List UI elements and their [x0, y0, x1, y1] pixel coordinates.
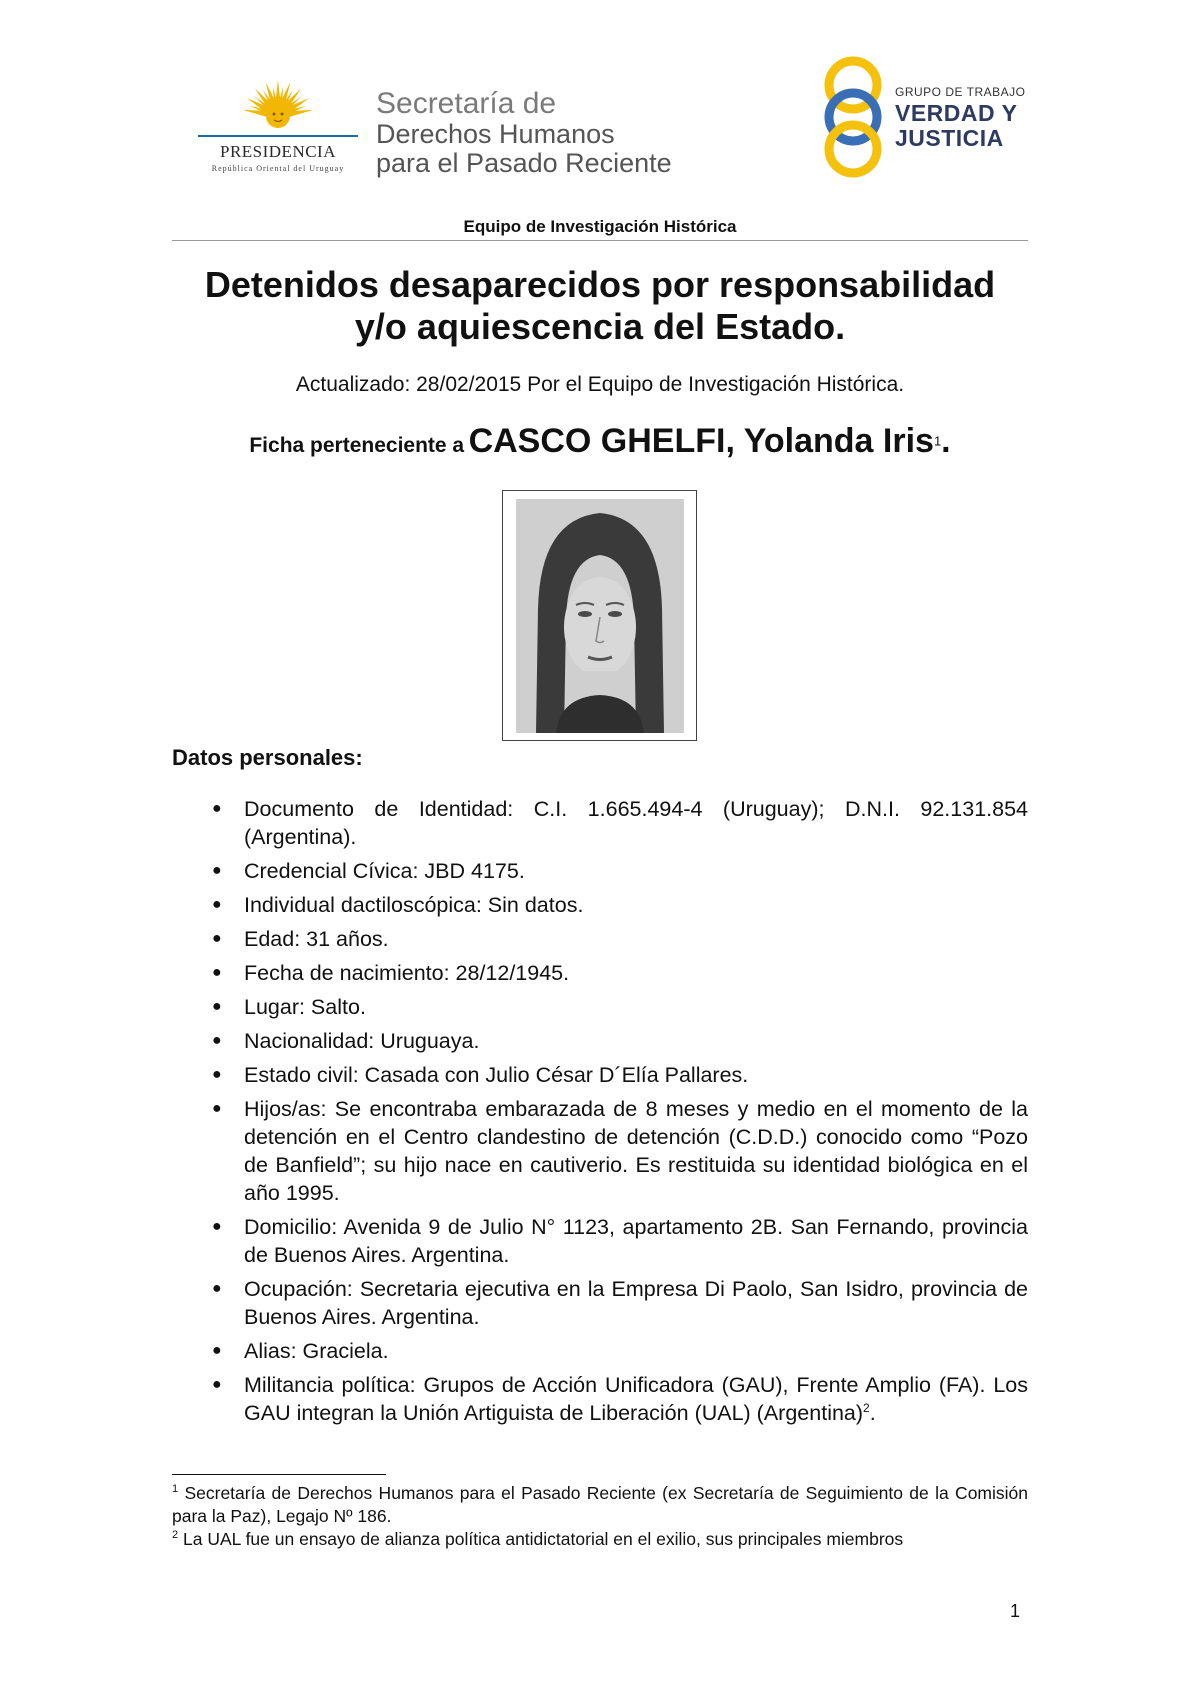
footnote-number: 1 — [172, 1483, 179, 1496]
section-title: Datos personales: — [172, 745, 363, 770]
footnote-number: 2 — [172, 1529, 179, 1542]
list-item — [172, 959, 1028, 987]
gtvj-line-1: GRUPO DE TRABAJO — [895, 85, 1026, 99]
list-item — [172, 795, 1028, 851]
presidencia-logo — [198, 78, 358, 178]
title-line-1: Detenidos desaparecidos por responsabilidad — [204, 264, 996, 305]
bullet-icon: ● — [212, 964, 222, 981]
list-item-text: Individual dactiloscópica: Sin datos. — [244, 893, 584, 917]
logo-rule — [198, 135, 358, 137]
list-item-text: Fecha de nacimiento: 28/12/1945. — [244, 961, 570, 985]
list-item — [172, 1095, 1028, 1207]
bullet-icon: ● — [212, 1100, 222, 1117]
personal-data-list — [172, 795, 1028, 1433]
footnote-ref-2[interactable]: 2 — [863, 1400, 870, 1415]
footnote-text: La UAL fue un ensayo de alianza política antidictatorial en el exilio, sus principales miembros — [178, 1529, 904, 1549]
list-item-text: Alias: Graciela. — [244, 1339, 389, 1363]
footnote-text: Secretaría de Derechos Humanos para el Pasado Reciente (ex Secretaría de Seguimiento de la Comisión para la Paz), Legajo Nº 186. — [172, 1483, 1028, 1526]
record-prefix: Ficha perteneciente a — [249, 434, 465, 457]
bullet-icon: ● — [212, 1032, 222, 1049]
record-owner-line — [172, 422, 1028, 461]
gtvj-line-2: VERDAD Y — [895, 100, 1018, 126]
header-divider — [172, 240, 1028, 241]
portrait-photo — [502, 490, 697, 741]
gtvj-line-3: JUSTICIA — [895, 125, 1004, 151]
list-item-text: Estado civil: Casada con Julio César D´Elía Pallares. — [244, 1063, 749, 1087]
page-number: 1 — [1010, 1601, 1021, 1621]
list-item-text: Ocupación: Secretaria ejecutiva en la Empresa Di Paolo, San Isidro, provincia de Buenos Aires. Argentina. — [244, 1277, 1028, 1329]
bullet-icon: ● — [212, 998, 222, 1015]
secretaria-line-3: para el Pasado Reciente — [376, 148, 672, 178]
footnote-divider — [172, 1474, 386, 1475]
list-item-text: Hijos/as: Se encontraba embarazada de 8 meses y medio en el momento de la detención en el Centro clandestino de detención (C.D.D.) conocido como “Pozo de Banfield”; su hijo nace en cautiverio. Es restituida su identidad biológica en el año 1995. — [244, 1097, 1028, 1205]
list-item — [172, 925, 1028, 953]
linked-rings-icon — [815, 55, 895, 180]
list-item-text: Documento de Identidad: C.I. 1.665.494-4 (Uruguay); D.N.I. 92.131.854 (Argentina). — [244, 797, 1028, 849]
verdad-justicia-logo — [815, 55, 1030, 180]
bullet-icon: ● — [212, 1066, 222, 1083]
bullet-icon: ● — [212, 862, 222, 879]
presidencia-logo-text: PRESIDENCIA — [219, 142, 336, 161]
list-item-text: Lugar: Salto. — [244, 995, 366, 1019]
bullet-icon: ● — [212, 1342, 222, 1359]
list-item-text: Nacionalidad: Uruguaya. — [244, 1029, 480, 1053]
footnotes — [172, 1482, 1028, 1551]
list-item — [172, 1371, 1028, 1427]
list-item — [172, 1275, 1028, 1331]
footnote-ref-1[interactable]: 1 — [933, 433, 942, 449]
bullet-icon: ● — [212, 930, 222, 947]
footnote — [172, 1528, 1028, 1551]
list-item-text: Credencial Cívica: JBD 4175. — [244, 859, 525, 883]
list-item-text: Domicilio: Avenida 9 de Julio N° 1123, apartamento 2B. San Fernando, provincia de Buenos Aires. Argentina. — [244, 1215, 1028, 1267]
list-item — [172, 1337, 1028, 1365]
list-item-suffix: . — [869, 1401, 876, 1425]
document-title — [172, 264, 1028, 348]
bullet-icon: ● — [212, 1280, 222, 1297]
list-item — [172, 1213, 1028, 1269]
title-line-2: y/o aquiescencia del Estado. — [354, 306, 846, 347]
list-item — [172, 993, 1028, 1021]
list-item — [172, 857, 1028, 885]
secretaria-wordmark — [376, 88, 716, 178]
list-item — [172, 891, 1028, 919]
presidencia-logo-subtext: República Oriental del Uruguay — [211, 164, 345, 173]
footnote — [172, 1482, 1028, 1528]
bullet-icon: ● — [212, 1218, 222, 1235]
list-item — [172, 1061, 1028, 1089]
record-name: CASCO GHELFI, Yolanda Iris — [468, 422, 934, 460]
list-item-text: Edad: 31 años. — [244, 927, 389, 951]
sun-icon — [198, 78, 358, 138]
list-item — [172, 1027, 1028, 1055]
bullet-icon: ● — [212, 1376, 222, 1393]
secretaria-line-2: Derechos Humanos — [376, 119, 615, 149]
bullet-icon: ● — [212, 896, 222, 913]
secretaria-line-1: Secretaría de — [376, 87, 557, 120]
bullet-icon: ● — [212, 800, 222, 817]
portrait-photo-icon — [516, 499, 684, 733]
record-suffix: . — [941, 422, 951, 460]
updated-line: Actualizado: 28/02/2015 Por el Equipo de Investigación Histórica. — [295, 373, 905, 396]
team-heading: Equipo de Investigación Histórica — [463, 217, 737, 236]
list-item-text: Militancia política: Grupos de Acción Unificadora (GAU), Frente Amplio (FA). Los GAU integran la Unión Artiguista de Liberación (UAL) (Argentina) — [244, 1373, 1028, 1425]
